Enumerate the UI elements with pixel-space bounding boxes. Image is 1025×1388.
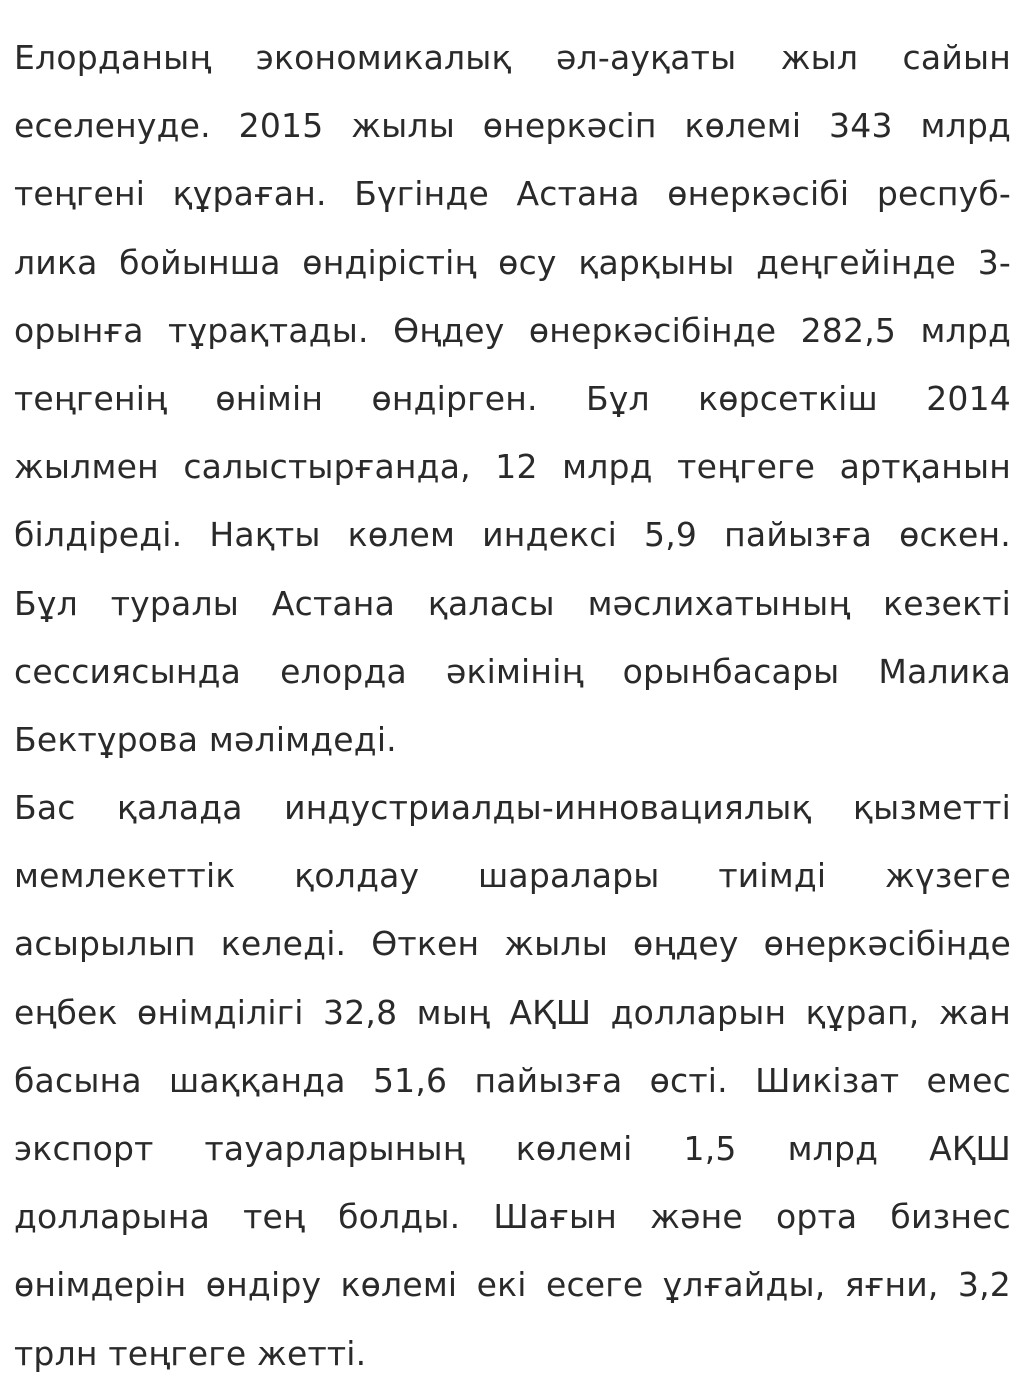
paragraph-1 bbox=[14, 24, 1011, 774]
paragraph-2 bbox=[14, 774, 1011, 1388]
text-line: сессиясында елорда әкімінің орынбасары Малика bbox=[14, 651, 1011, 691]
text-line: орынға тұрақтады. Өңдеу өнеркәсібінде 282,5 млрд bbox=[14, 310, 1011, 350]
text-line: долларына тең болды. Шағын және орта бизнес bbox=[14, 1197, 1011, 1237]
text-line: теңгенің өнімін өндірген. Бұл көрсеткіш 2014 bbox=[14, 378, 1011, 418]
text-line: еңбек өнімділігі 32,8 мың АҚШ долларын құрап, жан bbox=[14, 992, 1011, 1032]
text-line: теңгені құраған. Бүгінде Астана өнеркәсібі респуб- bbox=[14, 174, 1011, 214]
text-line: өнімдерін өндіру көлемі екі есеге ұлғайды, яғни, 3,2 bbox=[14, 1265, 1011, 1305]
text-line: басына шаққанда 51,6 пайызға өсті. Шикізат емес bbox=[14, 1060, 1011, 1100]
text-line: лика бойынша өндірістің өсу қарқыны деңгейінде 3- bbox=[14, 242, 1011, 282]
text-line: білдіреді. Нақты көлем индексі 5,9 пайызға өскен. bbox=[14, 515, 1011, 555]
text-line: жылмен салыстырғанда, 12 млрд теңгеге артқанын bbox=[14, 447, 1011, 487]
text-line: экспорт тауарларының көлемі 1,5 млрд АҚШ bbox=[14, 1129, 1011, 1168]
text-line: мемлекеттік қолдау шаралары тиімді жүзеге bbox=[14, 856, 1011, 896]
article-text bbox=[14, 24, 1011, 1388]
text-line: Бас қалада индустриалды-инновациялық қызметті bbox=[14, 788, 1011, 828]
text-line: Елорданың экономикалық әл-ауқаты жыл сайын bbox=[14, 38, 1011, 77]
text-line: еселенуде. 2015 жылы өнеркәсіп көлемі 343 млрд bbox=[14, 106, 1011, 146]
text-line: асырылып келеді. Өткен жылы өңдеу өнеркәсібінде bbox=[14, 924, 1011, 964]
text-line: Бұл туралы Астана қаласы мәслихатының кезекті bbox=[14, 583, 1011, 623]
text-line: трлн теңгеге жетті. bbox=[14, 1333, 367, 1373]
text-line: Бектұрова мәлімдеді. bbox=[14, 719, 397, 759]
